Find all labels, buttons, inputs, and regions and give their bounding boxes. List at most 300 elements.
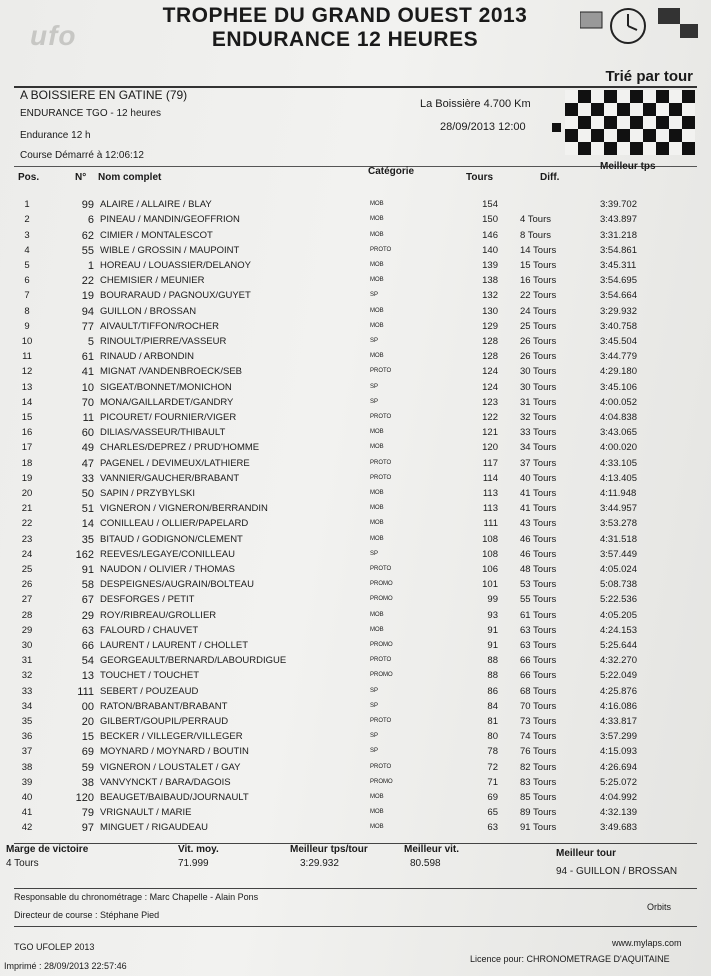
table-row [0, 351, 711, 363]
row-number: 70 [81, 396, 94, 409]
row-category: PROMO [370, 778, 393, 785]
row-tours: 99 [487, 594, 498, 606]
row-best-time: 3:53.278 [600, 518, 637, 530]
row-number: 00 [81, 700, 94, 713]
row-name: MONA/GAILLARDET/GANDRY [100, 396, 234, 408]
row-pos: 1 [24, 199, 30, 211]
table-row [0, 670, 711, 682]
row-category: SP [370, 733, 379, 740]
row-category: PROTO [370, 459, 392, 466]
row-number: 97 [81, 822, 94, 835]
row-category: SP [370, 687, 379, 694]
row-name: GUILLON / BROSSAN [100, 305, 197, 317]
race-date: 28/09/2013 12:00 [440, 121, 526, 133]
table-row [0, 625, 711, 637]
row-number: 162 [75, 548, 94, 561]
row-number: 77 [81, 320, 94, 333]
row-tours: 113 [482, 488, 498, 499]
row-pos: 16 [21, 427, 33, 439]
event-title: TROPHEE DU GRAND OUEST 2013 [162, 4, 528, 27]
row-number: 63 [81, 624, 94, 637]
row-best-time: 4:11.948 [600, 488, 637, 499]
row-best-time: 4:33.817 [600, 716, 637, 727]
row-number: 49 [81, 442, 94, 455]
row-tours: 93 [487, 609, 498, 621]
row-name: RINAUD / ARBONDIN [100, 351, 194, 363]
row-tours: 80 [487, 731, 498, 743]
row-name: GILBERT/GOUPIL/PERRAUD [100, 716, 229, 727]
row-diff: 89 Tours [520, 807, 557, 819]
row-tours: 91 [487, 640, 498, 651]
table-row [0, 655, 711, 667]
row-tours: 72 [487, 761, 498, 773]
row-tours: 114 [482, 472, 498, 484]
row-best-time: 3:44.957 [600, 503, 637, 515]
row-number: 13 [81, 670, 94, 683]
row-pos: 29 [21, 624, 33, 636]
table-row [0, 366, 711, 378]
row-name: CHEMISIER / MEUNIER [100, 275, 205, 287]
row-category: MOB [370, 429, 384, 436]
row-category: MOB [370, 231, 384, 238]
row-name: FALOURD / CHAUVET [100, 624, 199, 636]
row-name: PAGENEL / DEVIMEUX/LATHIERE [100, 457, 250, 469]
row-category: MOB [370, 505, 384, 512]
row-diff: 14 Tours [520, 244, 557, 256]
row-number: 38 [81, 776, 94, 789]
row-name: NAUDON / OLIVIER / THOMAS [100, 564, 235, 575]
row-name: WIBLE / GROSSIN / MAUPOINT [100, 244, 240, 256]
row-number: 120 [75, 792, 94, 804]
row-name: RINOULT/PIERRE/VASSEUR [100, 336, 227, 347]
row-best-time: 3:54.861 [600, 244, 637, 256]
row-diff: 8 Tours [520, 229, 551, 241]
row-best-time: 3:45.106 [600, 381, 637, 393]
row-best-time: 4:00.020 [600, 442, 637, 454]
row-pos: 41 [21, 807, 33, 819]
row-number: 66 [81, 640, 94, 652]
row-diff: 41 Tours [520, 488, 557, 499]
row-name: BITAUD / GODIGNON/CLEMENT [100, 533, 243, 545]
row-category: MOB [370, 520, 384, 527]
row-number: 50 [81, 488, 94, 500]
row-tours: 101 [482, 579, 498, 591]
row-pos: 33 [21, 685, 33, 697]
margin-label: Marge de victoire [6, 844, 89, 855]
row-best-time: 5:22.049 [600, 670, 637, 682]
row-pos: 23 [21, 533, 33, 545]
row-number: 62 [81, 229, 94, 242]
row-number: 60 [81, 427, 94, 440]
row-pos: 31 [21, 655, 33, 667]
row-best-time: 4:15.093 [600, 746, 637, 758]
table-row [0, 427, 711, 439]
row-pos: 20 [21, 488, 33, 499]
row-pos: 22 [21, 518, 33, 530]
row-best-time: 4:05.205 [600, 609, 637, 621]
row-category: MOB [370, 322, 384, 329]
licence: Licence pour: CHRONOMETRAGE D'AQUITAINE [470, 954, 670, 964]
row-best-time: 4:25.876 [600, 685, 637, 697]
row-name: VANNIER/GAUCHER/BRABANT [100, 472, 240, 484]
row-tours: 146 [482, 229, 498, 241]
row-category: SP [370, 292, 379, 299]
table-row [0, 412, 711, 424]
row-pos: 37 [21, 746, 33, 758]
margin-value: 4 Tours [6, 858, 39, 869]
row-diff: 76 Tours [520, 746, 557, 758]
row-name: REEVES/LEGAYE/CONILLEAU [100, 548, 235, 560]
row-diff: 53 Tours [520, 579, 557, 591]
table-row [0, 549, 711, 561]
table-row [0, 458, 711, 470]
row-name: ALAIRE / ALLAIRE / BLAY [100, 199, 212, 211]
row-pos: 13 [21, 381, 33, 393]
row-best-time: 4:13.405 [600, 472, 637, 484]
row-number: 79 [81, 807, 94, 820]
row-number: 41 [81, 366, 94, 379]
row-diff: 25 Tours [520, 320, 557, 332]
row-best-time: 4:31.518 [600, 533, 637, 545]
row-number: 51 [81, 503, 94, 516]
row-tours: 124 [482, 381, 498, 393]
row-tours: 81 [487, 716, 498, 727]
row-category: SP [370, 383, 379, 390]
row-best-time: 4:00.052 [600, 396, 637, 408]
row-number: 19 [81, 290, 94, 303]
col-best: Meilleur tps [600, 161, 656, 172]
table-row [0, 306, 711, 318]
row-number: 47 [81, 457, 94, 470]
row-pos: 8 [24, 305, 30, 317]
website: www.mylaps.com [612, 938, 682, 948]
row-diff: 37 Tours [520, 457, 557, 469]
row-best-time: 4:04.992 [600, 792, 637, 803]
row-pos: 42 [21, 822, 33, 834]
row-category: MOB [370, 307, 384, 314]
row-best-time: 4:29.180 [600, 366, 637, 378]
row-diff: 70 Tours [520, 700, 557, 712]
row-tours: 140 [482, 244, 498, 256]
row-category: MOB [370, 444, 384, 451]
row-best-time: 4:16.086 [600, 700, 637, 712]
row-best-time: 4:24.153 [600, 624, 637, 636]
row-tours: 65 [487, 807, 498, 819]
row-diff: 26 Tours [520, 336, 557, 347]
row-pos: 38 [21, 761, 33, 773]
best-speed-value: 80.598 [410, 858, 441, 869]
row-diff: 4 Tours [520, 214, 551, 226]
divider [14, 166, 697, 167]
table-row [0, 746, 711, 758]
row-pos: 27 [21, 594, 33, 606]
row-name: VIGNERON / VIGNERON/BERRANDIN [100, 503, 268, 515]
row-diff: 61 Tours [520, 609, 557, 621]
row-number: 94 [81, 305, 94, 318]
row-category: PROTO [370, 414, 392, 420]
table-row [0, 534, 711, 546]
row-best-time: 3:57.299 [600, 731, 637, 743]
row-diff: 73 Tours [520, 716, 557, 727]
row-category: MOB [370, 535, 384, 542]
row-category: PROMO [370, 596, 393, 603]
row-diff: 82 Tours [520, 761, 557, 773]
row-number: 1 [87, 260, 94, 272]
row-pos: 19 [21, 472, 33, 484]
table-row [0, 731, 711, 743]
row-name: AIVAULT/TIFFON/ROCHER [100, 320, 219, 332]
row-tours: 108 [482, 548, 498, 560]
row-tours: 108 [482, 533, 498, 545]
row-category: MOB [370, 262, 384, 268]
row-name: RATON/BRABANT/BRABANT [100, 700, 228, 712]
row-name: DILIAS/VASSEUR/THIBAULT [100, 427, 226, 439]
row-best-time: 3:29.932 [600, 305, 637, 317]
row-diff: 43 Tours [520, 518, 557, 530]
row-name: PICOURET/ FOURNIER/VIGER [100, 412, 237, 423]
row-category: PROMO [370, 642, 393, 648]
row-number: 5 [87, 336, 94, 348]
venue-info: La Boissière 4.700 Km [420, 98, 531, 110]
table-row [0, 822, 711, 834]
row-diff: 46 Tours [520, 533, 557, 545]
row-number: 6 [87, 214, 94, 227]
row-pos: 6 [24, 275, 30, 287]
event-subtitle: ENDURANCE 12 HEURES [211, 28, 479, 51]
row-best-time: 4:32.270 [600, 655, 637, 667]
row-tours: 88 [487, 670, 498, 682]
row-category: PROTO [370, 474, 392, 481]
row-best-time: 5:25.072 [600, 776, 637, 788]
row-pos: 39 [21, 776, 33, 788]
row-tours: 113 [482, 503, 498, 515]
row-pos: 4 [24, 244, 30, 256]
avg-speed-label: Vit. moy. [178, 844, 219, 855]
table-row [0, 792, 711, 804]
row-pos: 2 [24, 214, 30, 226]
row-name: PINEAU / MANDIN/GEOFFRION [100, 214, 240, 226]
table-row [0, 214, 711, 226]
row-number: 14 [81, 518, 94, 531]
row-number: 54 [81, 655, 94, 668]
row-tours: 130 [482, 305, 498, 317]
row-diff: 16 Tours [520, 275, 557, 287]
row-best-time: 4:04.838 [600, 412, 637, 423]
row-category: PROTO [370, 657, 392, 664]
row-number: 15 [81, 731, 94, 744]
row-tours: 86 [487, 685, 498, 697]
row-category: SP [370, 398, 379, 405]
table-row [0, 640, 711, 652]
row-diff: 31 Tours [520, 396, 557, 408]
row-tours: 84 [487, 700, 498, 712]
row-category: PROMO [370, 672, 393, 679]
row-number: 22 [81, 275, 94, 288]
col-cat: Catégorie [368, 166, 415, 177]
row-category: PROTO [370, 246, 392, 253]
row-number: 29 [81, 609, 94, 622]
row-best-time: 4:05.024 [600, 564, 637, 575]
row-diff: 85 Tours [520, 792, 557, 803]
divider [14, 926, 697, 927]
row-name: DESFORGES / PETIT [100, 594, 195, 606]
row-tours: 63 [487, 822, 498, 834]
row-diff: 33 Tours [520, 427, 557, 439]
best-tour-label: Meilleur tour [556, 848, 617, 859]
row-name: CHARLES/DEPREZ / PRUD'HOMME [100, 442, 260, 454]
row-diff: 24 Tours [520, 305, 557, 317]
row-pos: 12 [21, 366, 33, 378]
table-row [0, 518, 711, 530]
col-tours: Tours [466, 172, 494, 183]
row-best-time: 4:32.139 [600, 807, 637, 819]
row-tours: 111 [483, 518, 498, 530]
best-speed-label: Meilleur vit. [404, 844, 460, 855]
row-best-time: 3:45.311 [600, 260, 637, 271]
row-category: MOB [370, 201, 384, 208]
row-tours: 129 [482, 320, 498, 332]
row-pos: 17 [21, 442, 33, 454]
table-row [0, 336, 711, 348]
row-name: MIGNAT /VANDENBROECK/SEB [100, 366, 242, 378]
row-number: 61 [81, 351, 94, 364]
divider [14, 888, 697, 889]
table-row [0, 701, 711, 713]
avg-speed-value: 71.999 [178, 858, 209, 869]
table-row [0, 260, 711, 272]
row-diff: 66 Tours [520, 655, 557, 667]
row-number: 35 [81, 533, 94, 546]
col-name: Nom complet [98, 172, 162, 183]
row-tours: 91 [487, 624, 498, 636]
table-row [0, 275, 711, 287]
row-pos: 21 [21, 503, 33, 515]
print-time: Imprimé : 28/09/2013 22:57:46 [4, 961, 127, 971]
row-category: MOB [370, 353, 384, 360]
table-row [0, 716, 711, 728]
row-pos: 15 [21, 412, 33, 423]
row-name: SAPIN / PRZYBYLSKI [100, 488, 196, 499]
table-row [0, 199, 711, 211]
row-best-time: 3:43.897 [600, 214, 637, 226]
row-tours: 120 [482, 442, 498, 454]
row-diff: 83 Tours [520, 776, 557, 788]
organizer: TGO UFOLEP 2013 [14, 942, 95, 952]
best-lap-label: Meilleur tps/tour [290, 844, 368, 855]
row-diff: 41 Tours [520, 503, 557, 515]
row-name: CIMIER / MONTALESCOT [100, 229, 213, 241]
row-number: 11 [82, 412, 94, 424]
row-pos: 5 [24, 260, 30, 271]
row-number: 99 [81, 199, 94, 212]
software-name: Orbits [646, 902, 671, 912]
table-row [0, 184, 711, 196]
row-category: PROTO [370, 368, 392, 375]
ufolep-logo: ufo [30, 20, 77, 51]
row-best-time: 3:54.695 [600, 275, 637, 287]
best-tour-value: 94 - GUILLON / BROSSAN [556, 866, 678, 877]
row-tours: 124 [482, 366, 498, 378]
row-tours: 122 [482, 412, 498, 423]
row-pos: 24 [21, 548, 33, 560]
row-tours: 154 [482, 199, 498, 211]
row-name: MINGUET / RIGAUDEAU [100, 822, 209, 834]
row-diff: 15 Tours [520, 260, 557, 271]
row-name: GEORGEAULT/BERNARD/LABOURDIGUE [100, 655, 287, 667]
row-tours: 117 [482, 457, 498, 469]
table-row [0, 686, 711, 698]
row-pos: 18 [21, 457, 33, 469]
table-row [0, 777, 711, 789]
row-pos: 26 [21, 579, 33, 591]
table-row [0, 442, 711, 454]
row-category: MOB [370, 490, 384, 496]
row-pos: 28 [21, 609, 33, 621]
row-category: PROTO [370, 718, 392, 724]
row-name: DESPEIGNES/AUGRAIN/BOLTEAU [100, 579, 254, 591]
row-best-time: 3:31.218 [600, 229, 637, 241]
row-best-time: 5:08.738 [600, 579, 637, 591]
row-tours: 128 [482, 336, 498, 347]
table-row [0, 473, 711, 485]
col-num: N° [75, 172, 87, 183]
row-diff: 30 Tours [520, 381, 557, 393]
row-category: MOB [370, 809, 384, 816]
table-row [0, 762, 711, 774]
row-best-time: 3:49.683 [600, 822, 637, 834]
row-best-time: 3:40.758 [600, 320, 637, 332]
row-best-time: 3:44.779 [600, 351, 637, 363]
row-name: SEBERT / POUZEAUD [100, 685, 199, 697]
best-lap-value: 3:29.932 [300, 858, 339, 869]
table-row [0, 245, 711, 257]
row-category: SP [370, 338, 379, 344]
row-diff: 26 Tours [520, 351, 557, 363]
table-row [0, 564, 711, 576]
row-diff: 48 Tours [520, 564, 557, 575]
row-category: MOB [370, 824, 384, 831]
row-pos: 34 [21, 700, 33, 712]
row-category: MOB [370, 626, 384, 633]
row-best-time: 5:22.536 [600, 594, 637, 606]
table-row [0, 594, 711, 606]
row-name: TOUCHET / TOUCHET [100, 670, 200, 682]
row-diff: 55 Tours [520, 594, 557, 606]
row-tours: 138 [482, 275, 498, 287]
row-tours: 150 [482, 214, 498, 226]
location-label: A BOISSIERE EN GATINE (79) [20, 88, 188, 102]
table-row [0, 503, 711, 515]
row-tours: 69 [487, 792, 498, 803]
row-best-time: 5:25.644 [600, 640, 637, 651]
row-tours: 123 [482, 396, 498, 408]
row-diff: 63 Tours [520, 640, 557, 651]
row-best-time: 4:26.694 [600, 761, 637, 773]
row-diff: 22 Tours [520, 290, 557, 302]
row-best-time: 3:39.702 [600, 199, 637, 211]
row-name: SIGEAT/BONNET/MONICHON [100, 381, 232, 393]
row-name: HOREAU / LOUASSIER/DELANOY [100, 260, 251, 271]
checkered-flag-icon [565, 90, 695, 155]
row-name: LAURENT / LAURENT / CHOLLET [100, 640, 248, 651]
row-category: MOB [370, 216, 384, 223]
start-time: Course Démarré à 12:06:12 [20, 150, 144, 161]
row-pos: 40 [21, 792, 33, 803]
clock-flag-icon [580, 2, 700, 52]
row-pos: 30 [21, 640, 33, 651]
row-pos: 36 [21, 731, 33, 743]
row-name: MOYNARD / MOYNARD / BOUTIN [100, 746, 249, 758]
